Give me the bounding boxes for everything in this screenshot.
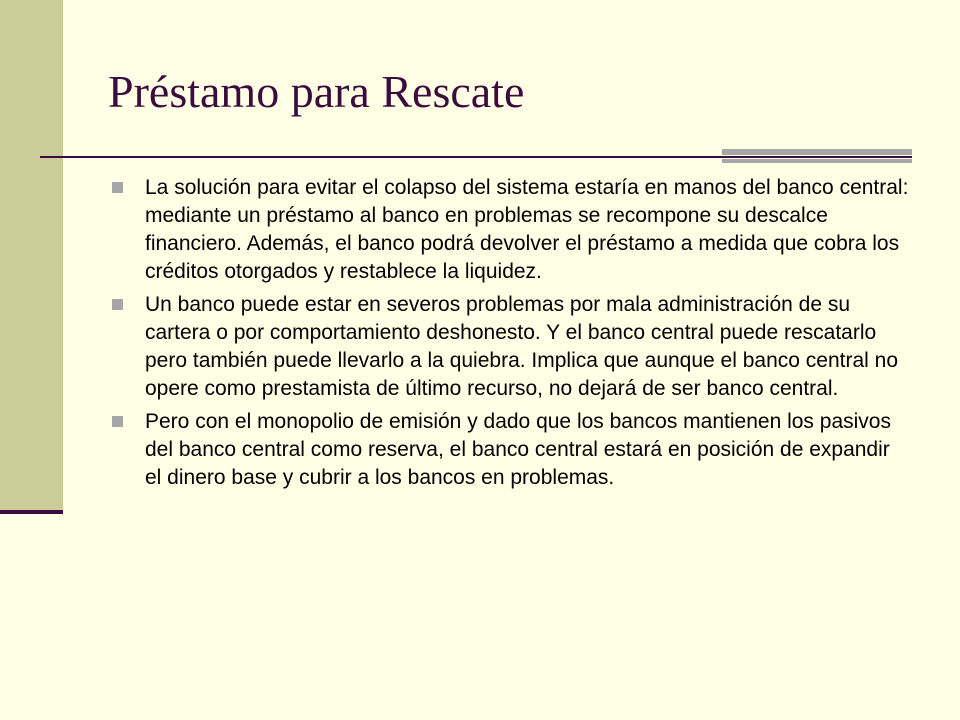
- bullet-text: Pero con el monopolio de emisión y dado que los bancos mantienen los pasivos del banco central como reserva, el banco central estará en posición de expandir el dinero base y cubrir a los bancos en problemas.: [145, 410, 891, 489]
- square-bullet-icon: [112, 416, 123, 427]
- square-bullet-icon: [112, 299, 123, 310]
- left-band-rule: [0, 510, 63, 514]
- bullet-item: [110, 408, 910, 492]
- slide-title: Préstamo para Rescate: [108, 66, 525, 117]
- bullet-text: Un banco puede estar en severos problemas por mala administración de su cartera o por comportamiento deshonesto. Y el banco central puede rescatarlo pero también puede llevarlo a la quiebra. Implica que aunque el banco central no opere como prestamista de último recurso, no dejará de ser banco central.: [145, 293, 899, 400]
- title-underline-accent-lower: [722, 159, 912, 163]
- title-underline-accent-upper: [722, 149, 912, 155]
- left-decorative-band: [0, 0, 63, 511]
- bullet-text: La solución para evitar el colapso del sistema estaría en manos del banco central: mediante un préstamo al banco en problemas se recompone su descalce financiero. Además, el banco podrá devolver el préstamo a medida que cobra los créditos otorgados y restablece la liquidez.: [145, 176, 909, 283]
- title-underline: [40, 156, 912, 158]
- square-bullet-icon: [112, 182, 123, 193]
- bullet-item: [110, 174, 910, 286]
- bullet-list: [110, 174, 910, 497]
- bullet-item: [110, 291, 910, 403]
